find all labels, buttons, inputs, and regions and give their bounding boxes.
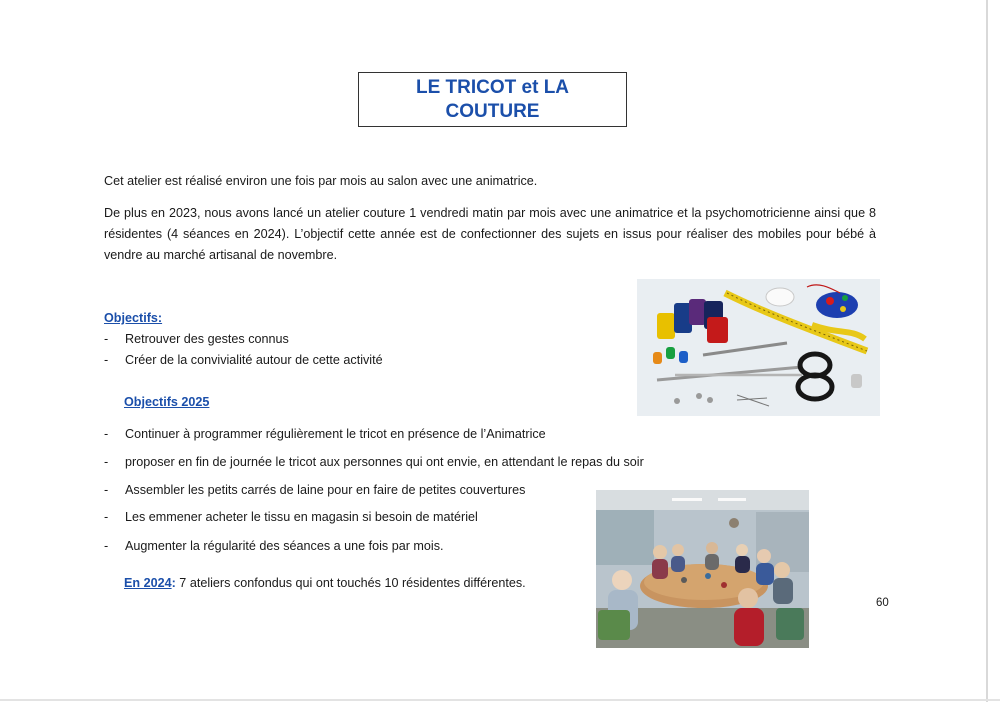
summary-text: 7 ateliers confondus qui ont touchés 10 résidentes différentes. — [175, 576, 526, 590]
objectif-item — [104, 351, 383, 369]
objectif-item — [104, 330, 289, 348]
objectif-2025-item-text: Augmenter la régularité des séances a une fois par mois. — [125, 539, 444, 553]
bullet-dash: - — [104, 539, 109, 553]
objectif-2025-item-text: Continuer à programmer régulièrement le tricot en présence de l’Animatrice — [125, 427, 546, 441]
objectif-2025-item — [104, 537, 444, 555]
objectif-item-text: Retrouver des gestes connus — [125, 332, 289, 346]
objectif-2025-item — [104, 508, 478, 526]
bullet-dash: - — [104, 510, 109, 524]
objectif-2025-item-text: Assembler les petits carrés de laine pour en faire de petites couvertures — [125, 483, 526, 497]
sewing-tools-illustration — [637, 279, 880, 416]
page-title-line-2: COUTURE — [445, 101, 540, 122]
bullet-dash: - — [104, 455, 109, 469]
objectif-2025-item-text: Les emmener acheter le tissu en magasin si besoin de matériel — [125, 510, 478, 524]
summary-lead: En 2024 — [124, 576, 172, 590]
objectifs-heading: Objectifs: — [104, 311, 163, 325]
objectif-2025-item-text: proposer en fin de journée le tricot aux personnes qui ont envie, en attendant le repas du soir — [125, 455, 644, 469]
summary-2024 — [124, 576, 526, 590]
intro-paragraph: Cet atelier est réalisé environ une fois par mois au salon avec une animatrice. — [104, 174, 538, 188]
objectif-2025-item — [104, 481, 525, 499]
objectif-2025-item — [104, 425, 546, 443]
couture-paragraph: De plus en 2023, nous avons lancé un atelier couture 1 vendredi matin par mois avec une animatrice et la psychomotricienne ainsi que 8 résidentes (4 séances en 2024). L’objectif cette année est de confectionner des sujets en issus pour réaliser des mobiles pour bébé à vendre au marché artisanal de novembre. — [104, 206, 876, 262]
objectifs-2025-heading: Objectifs 2025 — [124, 395, 210, 409]
objectif-2025-item — [104, 453, 644, 471]
bullet-dash: - — [104, 353, 109, 367]
sewing-tools-photo — [637, 279, 880, 416]
workshop-scene-illustration — [596, 490, 809, 648]
page-number: 60 — [876, 597, 889, 609]
bullet-dash: - — [104, 332, 109, 346]
page-title-box — [358, 72, 627, 127]
summary-colon: : — [171, 576, 176, 590]
bullet-dash: - — [104, 427, 109, 441]
page-edge-right — [986, 0, 988, 702]
objectif-item-text: Créer de la convivialité autour de cette activité — [125, 353, 383, 367]
page-title-line-1: LE TRICOT et LA — [415, 77, 570, 98]
workshop-group-photo — [596, 490, 809, 648]
bullet-dash: - — [104, 483, 109, 497]
page-edge-bottom — [0, 699, 1000, 701]
